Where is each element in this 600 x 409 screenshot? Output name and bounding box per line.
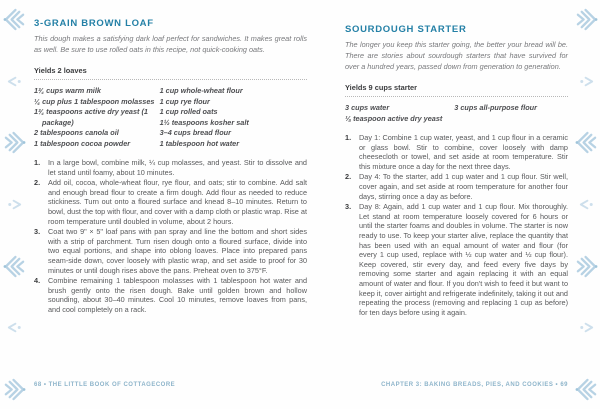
ingredient-item: 1½ teaspoons kosher salt	[159, 117, 249, 127]
fern-motif-icon	[3, 6, 26, 33]
recipe-intro: This dough makes a satisfying dark loaf perfect for sandwiches. It makes great rolls as well. Be sure to use rolled oats in this recipe, not quick-cooking oats.	[34, 34, 307, 54]
sprig-motif-icon	[6, 321, 23, 334]
sprig-motif-icon	[578, 75, 595, 88]
ingredients-column-1	[345, 103, 454, 124]
ingredient-item: 1 tablespoon hot water	[159, 138, 240, 148]
ingredient-item: 3–4 cups bread flour	[159, 128, 231, 137]
border-ornament-right	[572, 0, 600, 409]
page-left	[34, 18, 307, 316]
ingredients-list	[34, 86, 307, 149]
steps-list	[34, 158, 307, 315]
page-footer-left: 68 • THE LITTLE BOOK OF COTTAGECORE	[34, 382, 176, 388]
page-footer-right: CHAPTER 3: BAKING BREADS, PIES, AND COOKIES • 69	[381, 382, 568, 388]
step-item: Day 1: Combine 1 cup water, yeast, and 1 cup flour in a ceramic or glass bowl. Stir to combine, cover loosely with damp cheesecloth or towel, and set aside at room temperature. Stir this mixture once a day for the next three days.	[359, 133, 568, 171]
step-item: Add oil, cocoa, whole-wheat flour, rye flour, and oats; stir to combine. Add salt and enough bread flour to create a firm dough. Add flour as needed to reduce stickiness. Turn out onto a floured surface and knead 8–10 minutes. Return to bowl, dust the top with flour, and cover with a damp cloth or plastic wrap. Rise at room temperature until doubled in volume, about 2 hours.	[48, 178, 307, 226]
step-item: Day 8: Again, add 1 cup water and 1 cup flour. Mix thoroughly. Let stand at room temperature loosely covered for 6 hours or until the starter foams and doubles in volume. The starter is now ready to use. To keep your starter alive, replace the quantity that has been used with an equal amount of water and flour (for every 1 cup used, replace with ½ cup water and ½ cup flour). Keep covered, stir every day, and feed every five days by removing some starter and again replacing it with an equal amount of water and flour. If you don't wish to feed it but want to keep it, cover airtight and refrigerate indefinitely, taking it out and repeating the process (removing and replacing 1 cup as before) for ten days before using it again.	[359, 202, 568, 317]
fern-motif-icon	[3, 376, 26, 403]
fern-motif-icon	[575, 253, 598, 280]
yields-line: Yields 2 loaves	[34, 66, 307, 80]
step-item: In a large bowl, combine milk, ¼ cup molasses, and yeast. Stir to dissolve and let stand until foamy, about 10 minutes.	[48, 158, 307, 177]
fern-motif-icon	[3, 253, 26, 280]
ingredient-item: 1 cup rolled oats	[159, 107, 218, 116]
step-item: Combine remaining 1 tablespoon molasses with 1 tablespoon hot water and brush gently onto the risen dough. Bake until golden brown and hollow sounding, about 30–40 minutes. Cool 10 minutes, remove loaves from pans, and cool completely on a rack.	[48, 276, 307, 314]
fern-motif-icon	[575, 129, 598, 156]
recipe-intro: The longer you keep this starter going, the better your bread will be. There are stories about sourdough starters that have survived for over a hundred years, passed down from generation to generation.	[345, 40, 568, 71]
fern-motif-icon	[575, 6, 598, 33]
border-ornament-left	[0, 0, 28, 409]
yields-line: Yields 9 cups starter	[345, 83, 568, 97]
steps-list	[345, 133, 568, 317]
ingredient-item: 1 cup whole-wheat flour	[159, 86, 243, 95]
page-right	[345, 24, 568, 318]
ingredient-item: 1¾ cups warm milk	[34, 86, 101, 95]
ingredient-item: 3 cups water	[345, 103, 390, 112]
fern-motif-icon	[575, 376, 598, 403]
ingredients-column-1	[34, 86, 160, 149]
ingredient-item: ⅛ teaspoon active dry yeast	[345, 113, 443, 123]
ingredients-column-2	[454, 103, 568, 124]
ingredient-item: 1 cup rye flour	[159, 96, 210, 106]
ingredient-item: ¼ cup plus 1 tablespoon molasses	[34, 96, 155, 106]
step-item: Day 4: To the starter, add 1 cup water and 1 cup flour. Stir well, cover again, and set aside at room temperature for another four days, stirring once a day as before.	[359, 172, 568, 201]
recipe-title-brown-loaf: 3-GRAIN BROWN LOAF	[34, 18, 154, 29]
sprig-motif-icon	[6, 198, 23, 211]
sprig-motif-icon	[6, 75, 23, 88]
fern-motif-icon	[3, 129, 26, 156]
ingredient-item: 3 cups all-purpose flour	[454, 103, 537, 112]
ingredients-column-2	[160, 86, 307, 149]
ingredients-list	[345, 103, 568, 124]
ingredient-item: 2 tablespoons canola oil	[34, 128, 119, 137]
recipe-title-sourdough-starter: SOURDOUGH STARTER	[345, 24, 467, 35]
sprig-motif-icon	[578, 198, 595, 211]
step-item: Coat two 9" × 5" loaf pans with pan spray and line the bottom and short sides with a strip of parchment. Turn risen dough onto a floured surface, divide into two equal portions, and shape into oblong loaves. Place into prepared pans seam-side down, cover loosely with plastic wrap, and set aside to proof for 30 minutes or until dough rises above the pans. Preheat oven to 375°F.	[48, 227, 307, 275]
ingredient-item: 1¾ teaspoons active dry yeast (1 package)	[34, 107, 148, 127]
sprig-motif-icon	[578, 321, 595, 334]
ingredient-item: 1 tablespoon cocoa powder	[34, 138, 131, 148]
